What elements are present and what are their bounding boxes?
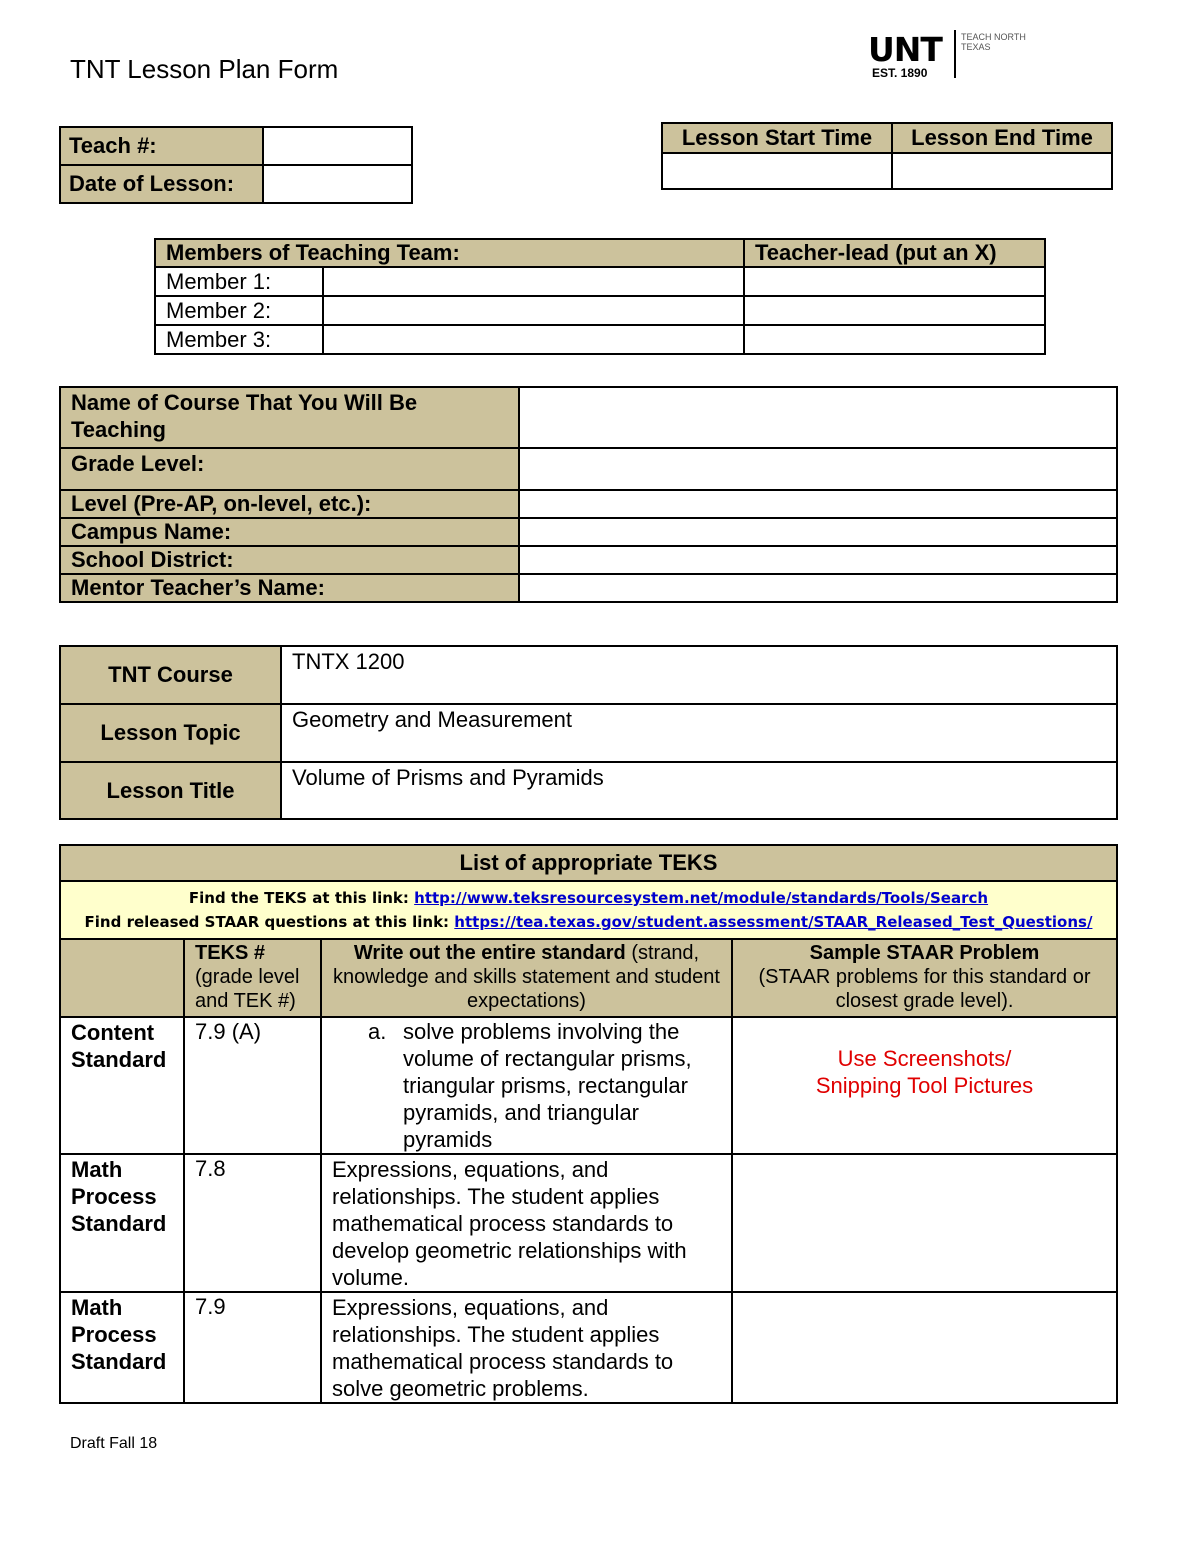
unt-logo [868,30,1033,85]
teacher-lead-header: Teacher-lead (put an X) [744,239,1045,267]
table-row [60,1292,1117,1403]
grade-level-field[interactable] [519,448,1117,490]
page-title: TNT Lesson Plan Form [70,54,339,84]
mentor-teacher-label: Mentor Teacher’s Name: [60,574,519,602]
lesson-time-table [661,122,1113,190]
row-standard[interactable]: Expressions, equations, and relationships. The student applies mathematical process standards to solve geometric problems. [321,1292,732,1403]
member-2-field[interactable] [323,296,744,325]
member-2-label: Member 2: [155,296,323,325]
tnt-course-table [59,645,1118,820]
school-district-field[interactable] [519,546,1117,574]
mentor-teacher-field[interactable] [519,574,1117,602]
campus-name-field[interactable] [519,518,1117,546]
level-label: Level (Pre-AP, on-level, etc.): [60,490,519,518]
member-2-lead-field[interactable] [744,296,1045,325]
row-teks-number[interactable]: 7.8 [184,1154,321,1292]
member-3-field[interactable] [323,325,744,354]
member-3-label: Member 3: [155,325,323,354]
row-standard[interactable]: Expressions, equations, and relationships. The student applies mathematical process standards to develop geometric relationships with volume. [321,1154,732,1292]
lesson-end-time-field[interactable] [892,153,1112,189]
staar-problem-header: Sample STAAR Problem (STAAR problems for this standard or closest grade level). [732,939,1117,1017]
lesson-end-time-header: Lesson End Time [892,123,1112,153]
lesson-topic-label: Lesson Topic [60,704,281,762]
course-name-label: Name of Course That You Will Be Teaching [60,387,519,448]
standard-header: Write out the entire standard (strand, knowledge and skills statement and student expectations) [321,939,732,1017]
teks-resource-link[interactable]: http://www.teksresourcesystem.net/module/standards/Tools/Search [414,889,989,907]
school-district-label: School District: [60,546,519,574]
logo-est: EST. 1890 [872,66,928,80]
members-header: Members of Teaching Team: [155,239,744,267]
logo-divider [954,30,956,78]
teks-title: List of appropriate TEKS [60,845,1117,881]
row-standard[interactable] [321,1017,732,1154]
row-teks-number[interactable]: 7.9 [184,1292,321,1403]
footer-draft-note: Draft Fall 18 [70,1435,158,1452]
lesson-title-label: Lesson Title [60,762,281,819]
logo-unt: UNT [868,30,942,69]
teach-number-label: Teach #: [60,127,263,165]
table-row [60,1017,1117,1154]
find-staar-text: Find released STAAR questions at this link: [84,913,450,931]
row-label: Math Process Standard [60,1154,184,1292]
course-info-table [59,386,1118,603]
teaching-team-table [154,238,1046,355]
date-of-lesson-field[interactable] [263,165,412,203]
table-row [60,1154,1117,1292]
lesson-topic-value[interactable]: Geometry and Measurement [281,704,1117,762]
teks-links-info [60,881,1117,939]
row-staar-problem[interactable] [732,1154,1117,1292]
lesson-title-value[interactable]: Volume of Prisms and Pyramids [281,762,1117,819]
lesson-start-time-header: Lesson Start Time [662,123,892,153]
campus-name-label: Campus Name: [60,518,519,546]
teks-header-blank [60,939,184,1017]
member-1-lead-field[interactable] [744,267,1045,296]
level-field[interactable] [519,490,1117,518]
grade-level-label: Grade Level: [60,448,519,490]
member-1-label: Member 1: [155,267,323,296]
member-1-field[interactable] [323,267,744,296]
teks-number-header: TEKS # (grade level and TEK #) [184,939,321,1017]
staar-released-link[interactable]: https://tea.texas.gov/student.assessment/STAAR_Released_Test_Questions/ [454,913,1093,931]
tnt-course-value[interactable]: TNTX 1200 [281,646,1117,704]
row-label: Math Process Standard [60,1292,184,1403]
row-label: Content Standard [60,1017,184,1154]
member-3-lead-field[interactable] [744,325,1045,354]
teach-table [59,126,413,204]
date-of-lesson-label: Date of Lesson: [60,165,263,203]
teks-table [59,844,1118,1404]
lesson-start-time-field[interactable] [662,153,892,189]
row-staar-problem[interactable] [732,1292,1117,1403]
row-staar-problem[interactable]: Use Screenshots/ Snipping Tool Pictures [732,1017,1117,1154]
tnt-course-label: TNT Course [60,646,281,704]
find-teks-text: Find the TEKS at this link: [188,889,409,907]
standard-text: solve problems involving the volume of rectangular prisms, triangular prisms, rectangular pyramids, and triangular pyramids [403,1019,692,1152]
course-name-field[interactable] [519,387,1117,448]
row-teks-number[interactable]: 7.9 (A) [184,1017,321,1154]
list-marker: a. [368,1019,387,1044]
logo-tagline: TEACH NORTH TEXAS [961,32,1026,52]
teach-number-field[interactable] [263,127,412,165]
